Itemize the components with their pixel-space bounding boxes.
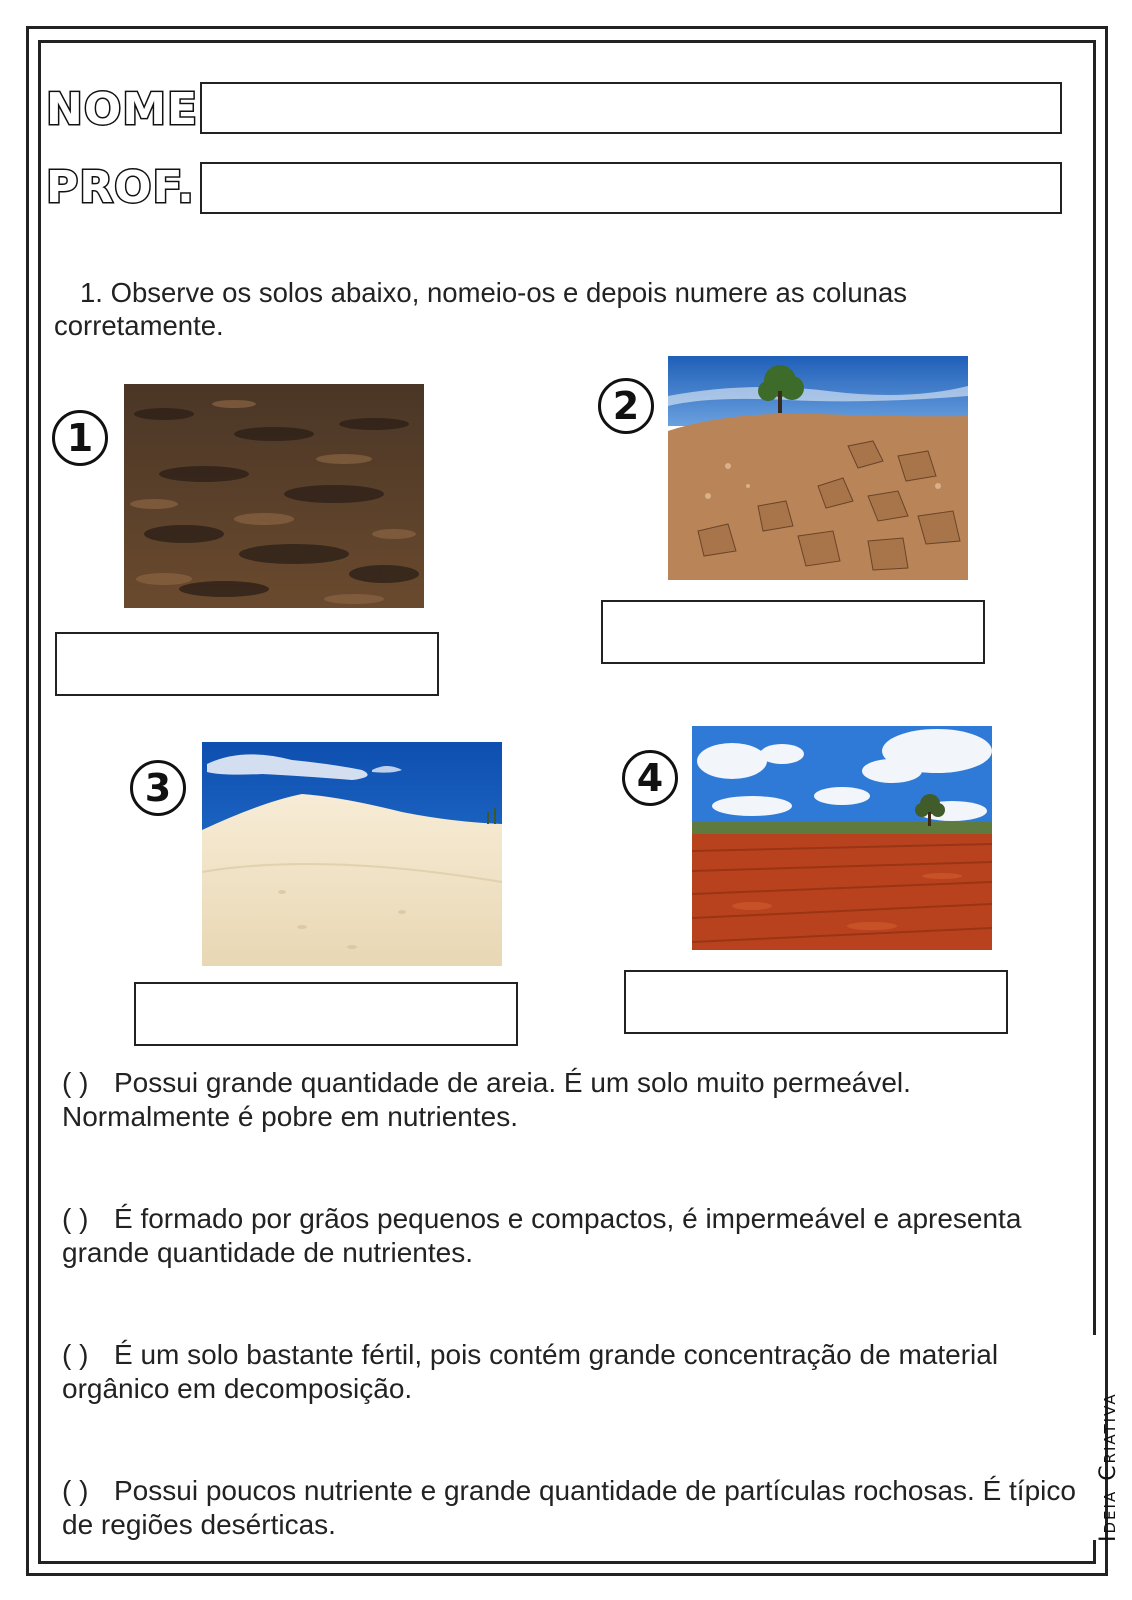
statement-2-text: É formado por grãos pequenos e compactos, é impermeável e apresenta grande quantidade de nutrientes. [62, 1203, 1022, 1268]
name-field[interactable] [200, 82, 1062, 134]
soil-number-badge: 1 [52, 410, 108, 466]
statement-1 [62, 1066, 1082, 1134]
soil-4-photo [692, 726, 992, 950]
soil-3-answer-box[interactable] [134, 982, 518, 1046]
soil-4-answer-box[interactable] [624, 970, 1008, 1034]
soil-number-badge: 3 [130, 760, 186, 816]
statement-1-text: Possui grande quantidade de areia. É um solo muito permeável. Normalmente é pobre em nutrientes. [62, 1067, 911, 1132]
name-label: NOME [46, 84, 199, 135]
soil-number-badge: 4 [622, 750, 678, 806]
statement-3 [62, 1338, 1082, 1406]
soil-3-photo [202, 742, 502, 966]
question-number: 1. [80, 277, 103, 308]
statement-3-text: É um solo bastante fértil, pois contém grande concentração de material orgânico em decomposição. [62, 1339, 999, 1404]
teacher-field[interactable] [200, 162, 1062, 214]
statement-4 [62, 1474, 1082, 1542]
soil-2-answer-box[interactable] [601, 600, 985, 664]
brand-watermark: Ideia Criativa [1096, 1392, 1121, 1542]
statement-4-paren[interactable]: ( ) [62, 1475, 89, 1506]
question-body: Observe os solos abaixo, nomeio-os e depois numere as colunas corretamente. [54, 277, 907, 341]
teacher-label: PROF. [46, 162, 195, 213]
soil-1-answer-box[interactable] [55, 632, 439, 696]
soil-1-photo [124, 384, 424, 608]
statement-2 [62, 1202, 1082, 1270]
statement-1-paren[interactable]: ( ) [62, 1067, 89, 1098]
soil-2-photo [668, 356, 968, 580]
soil-number-badge: 2 [598, 378, 654, 434]
question-text [54, 276, 1064, 342]
statement-3-paren[interactable]: ( ) [62, 1339, 89, 1370]
statement-2-paren[interactable]: ( ) [62, 1203, 89, 1234]
statement-4-text: Possui poucos nutriente e grande quantidade de partículas rochosas. É típico de regiões desérticas. [62, 1475, 1076, 1540]
